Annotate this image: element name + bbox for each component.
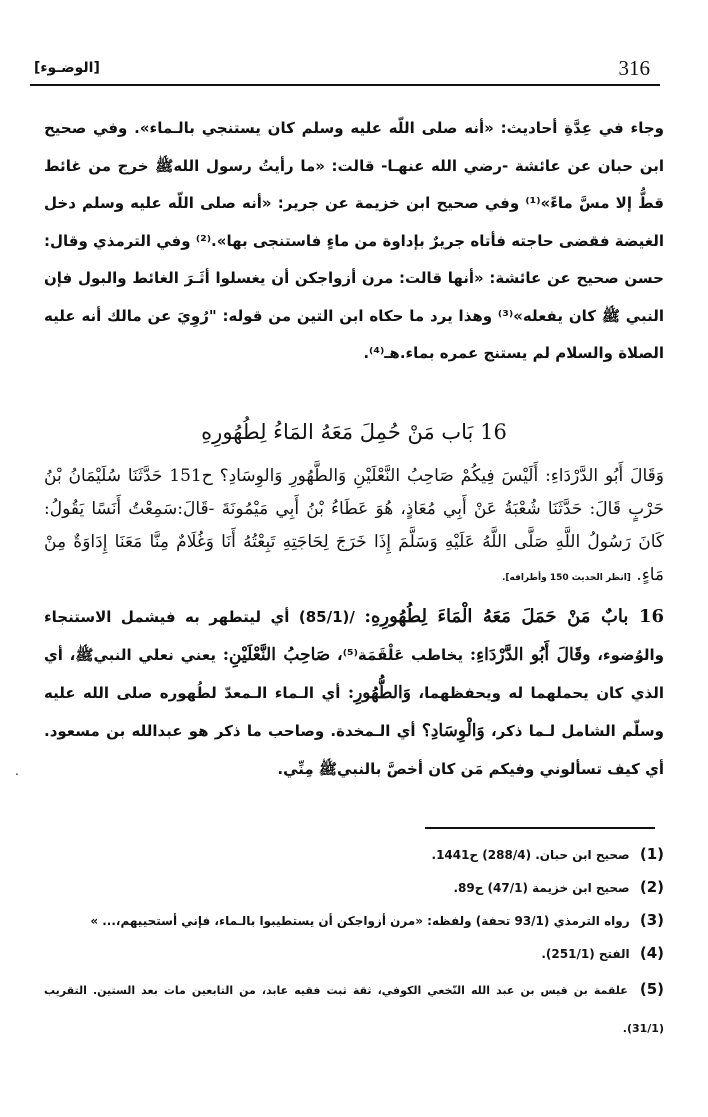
footnote-divider — [425, 827, 655, 829]
margin-mark: . — [15, 764, 19, 778]
chapter-title: 16 بَاب مَنْ حُمِلَ مَعَهُ المَاءُ لِطُهُورِهِ — [201, 420, 507, 444]
footnote — [44, 970, 664, 1048]
commentary-text-4: أي الـماء الـمعدّ لطُهوره صلى الله عليه وسلّم الشامل لـما ذكر، — [44, 684, 665, 740]
footnote-text: صحيح ابن خزيمة (47/1) ح89. — [453, 881, 630, 895]
intro-paragraph: وجاء في عِدَّةِ أحاديث: «أنه صلى اللّه عليه وسلم كان يستنجي بالـماء». وفي صحيح ابن حبان عن عائشة -رضي الله عنهـا- قالت: «ما رأيتُ رسول اللهﷺ خرج من غائط قطُّ إلا مسَّ ماءً»⁽¹⁾ وفي صحيح ابن خزيمة عن جرير: «أنه صلى اللّه عليه وسلم دخل الغيضة فقضى حاجته فأتاه جريرٌ بإداوة من ماءٍ فاستنجى بها».⁽²⁾ وفي الترمذي وقال: حسن صحيح عن عائشة: «أنها قالت: مرن أزواجكن أن يغسلوا أثَـرَ الغائط والبول فإن النبي ﷺ كان يفعله»⁽³⁾ وهذا يرد ما حكاه ابن التين من قوله: "رُوِيَ عن مالك أنه عليه الصلاة والسلام لم يستنج عمره بماء.هـ⁽⁴⁾. — [44, 119, 665, 362]
footnotes — [44, 838, 664, 1048]
commentary-keyword-1: وقَالَ أَبُو الدَّرْدَاءِ: — [469, 645, 591, 665]
commentary-keyword-2: صَاحِبُ النَّعْلَيْنِ: — [222, 645, 331, 665]
footnote — [44, 871, 664, 904]
page-header — [30, 50, 660, 86]
section-title: [الوضـوء] — [34, 60, 100, 76]
footnote-number: (5) — [639, 980, 664, 998]
hadith-reference: [انظر الحديث 150 وأطرافه]. — [501, 573, 631, 583]
footnote — [44, 838, 664, 871]
footnote-text: رواه الترمذي (93/1 تحفة) ولفظه: «مرن أزواجكن أن يستطيبوا بالـماء، فإني أستحييهم،... » — [90, 914, 630, 928]
hadith-text — [44, 460, 664, 595]
footnote-text: علقمة بن قيس بن عبد الله النّخعي الكوفي، ثقة ثبت فقيه عابد، من التابعين مات بعد الستين. التقريب (31/1). — [44, 984, 664, 1035]
page-number: 316 — [618, 56, 650, 80]
commentary-text-2: يخاطب عَلْقَمَة⁽⁵⁾، — [330, 646, 470, 664]
commentary-keyword-4: وَالْوِسَادِ؟ — [421, 721, 485, 741]
footnote-text: صحيح ابن حبان. (288/4) ح1441. — [431, 848, 630, 862]
commentary-text-1: /(85/1) أي ليتطهر به فيشمل الاستنجاء والوُضوء، — [44, 608, 664, 664]
footnote-text: الفتح (251/1). — [541, 947, 630, 961]
commentary-keyword-3: وَالطُّهُورِ: — [347, 683, 411, 703]
commentary-chapter-heading: 16 بابٌ مَنْ حَمَلَ مَعَهُ الْمَاءَ لِطُهُورِهِ: — [364, 606, 664, 627]
commentary-text-5: أي الـمخدة. وصاحب ما ذكر هو عبدالله بن مسعود. أي كيف تسألوني وفيكم مَن كان أخصَّ بالنبيﷺ مِنِّي. — [44, 722, 664, 778]
hadith-body: وَقَالَ أَبُو الدَّرْدَاءِ: أَلَيْسَ فِيكُمْ صَاحِبُ النَّعْلَيْنِ وَالطَّهُورِ وَالوِسَادِ؟ ح151 حَدَّثَنَا سُلَيْمَانُ بْنُ حَرْبٍ قَالَ: حَدَّثَنَا شُعْبَةُ عَنْ أَبِي مُعَاذٍ، هُوَ عَطَاءُ بْنُ أَبِي مَيْمُونَةَ -قَالَ:سَمِعْتُ أَنَسًا يَقُولُ: كَانَ رَسُولُ اللَّهِ صَلَّى اللَّهُ عَلَيْهِ وَسَلَّمَ إِذَا خَرَجَ لِحَاجَتِهِ تَبِعْتُهُ أَنَا وَغُلَامٌ مِنَّا مَعَنَا إِدَاوَةٌ مِنْ مَاءٍ. — [44, 466, 664, 585]
footnote-number: (2) — [639, 878, 664, 896]
footnote-number: (1) — [639, 845, 664, 863]
footnote-number: (3) — [639, 911, 664, 929]
commentary-text-3: يعني نعلي النبيﷺ، أي الذي كان يحملهما له ويحفظهما، — [44, 646, 664, 702]
footnote — [44, 904, 664, 937]
commentary-paragraph — [44, 598, 664, 788]
footnote-number: (4) — [639, 944, 664, 962]
footnote — [44, 937, 664, 970]
